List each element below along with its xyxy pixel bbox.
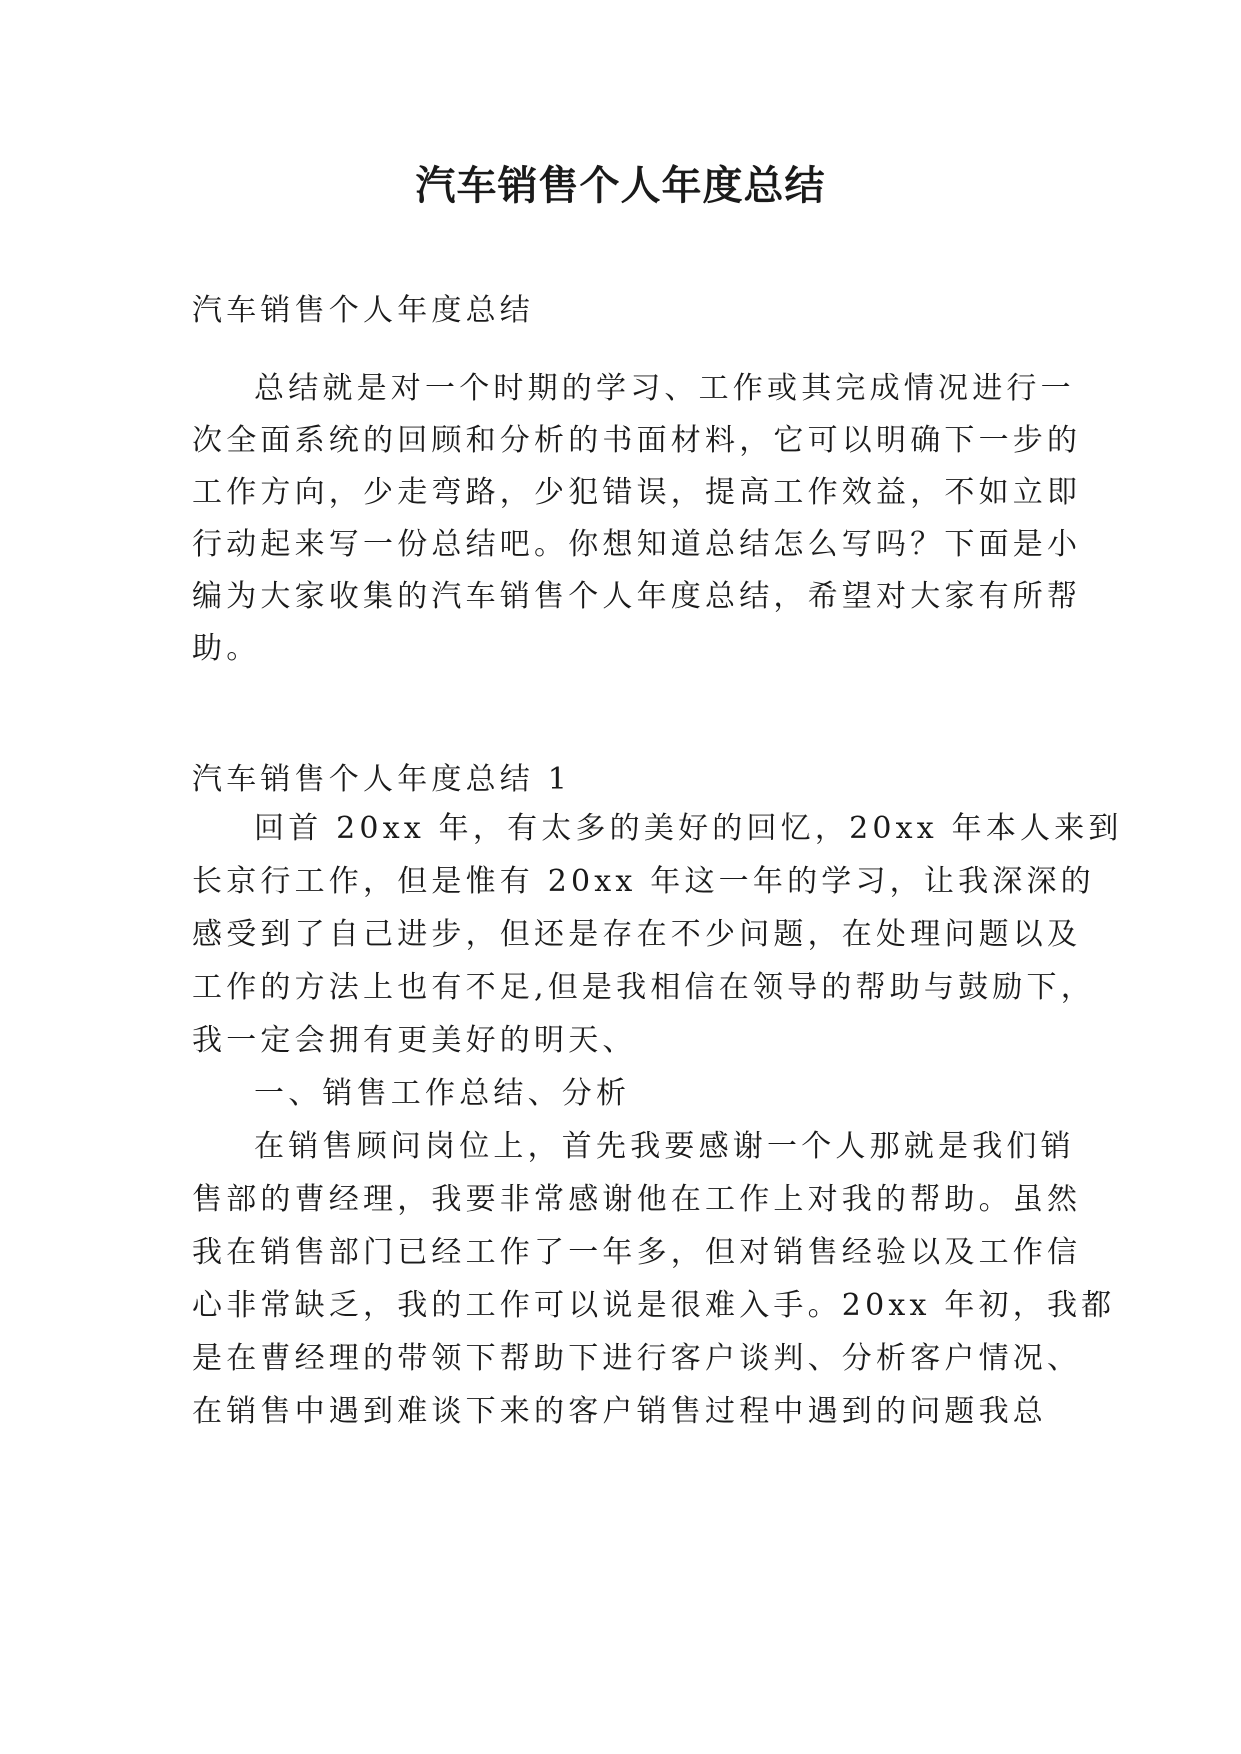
intro-line: 总结就是对一个时期的学习、工作或其完成情况进行一 (254, 371, 1075, 406)
subheading: 一、销售工作总结、分析 (254, 1076, 631, 1111)
section2-line: 心非常缺乏，我的工作可以说是很难入手。20xx 年初，我都 (192, 1288, 1116, 1323)
section2-line: 我在销售部门已经工作了一年多，但对销售经验以及工作信 (192, 1235, 1082, 1270)
section1-line: 长京行工作，但是惟有 20xx 年这一年的学习，让我深深的 (192, 864, 1095, 899)
document-subtitle: 汽车销售个人年度总结 (192, 293, 534, 328)
section2-line: 是在曹经理的带领下帮助下进行客户谈判、分析客户情况、 (192, 1341, 1082, 1376)
intro-line: 行动起来写一份总结吧。你想知道总结怎么写吗？下面是小 (192, 527, 1082, 562)
intro-line: 助。 (192, 631, 261, 666)
intro-line: 次全面系统的回顾和分析的书面材料，它可以明确下一步的 (192, 423, 1082, 458)
intro-line: 工作方向，少走弯路，少犯错误，提高工作效益，不如立即 (192, 475, 1082, 510)
document-title: 汽车销售个人年度总结 (415, 162, 826, 209)
section1-line: 工作的方法上也有不足,但是我相信在领导的帮助与鼓励下， (192, 970, 1095, 1005)
section1-line: 我一定会拥有更美好的明天、 (192, 1023, 637, 1058)
section1-line: 感受到了自己进步，但还是存在不少问题，在处理问题以及 (192, 917, 1082, 952)
intro-line: 编为大家收集的汽车销售个人年度总结，希望对大家有所帮 (192, 579, 1082, 614)
section2-line: 售部的曹经理，我要非常感谢他在工作上对我的帮助。虽然 (192, 1182, 1082, 1217)
section2-line: 在销售中遇到难谈下来的客户销售过程中遇到的问题我总 (192, 1394, 1047, 1429)
section2-line: 在销售顾问岗位上，首先我要感谢一个人那就是我们销 (254, 1129, 1075, 1164)
section1-line: 回首 20xx 年，有太多的美好的回忆，20xx 年本人来到 (254, 811, 1123, 846)
section-heading: 汽车销售个人年度总结 1 (192, 762, 572, 797)
